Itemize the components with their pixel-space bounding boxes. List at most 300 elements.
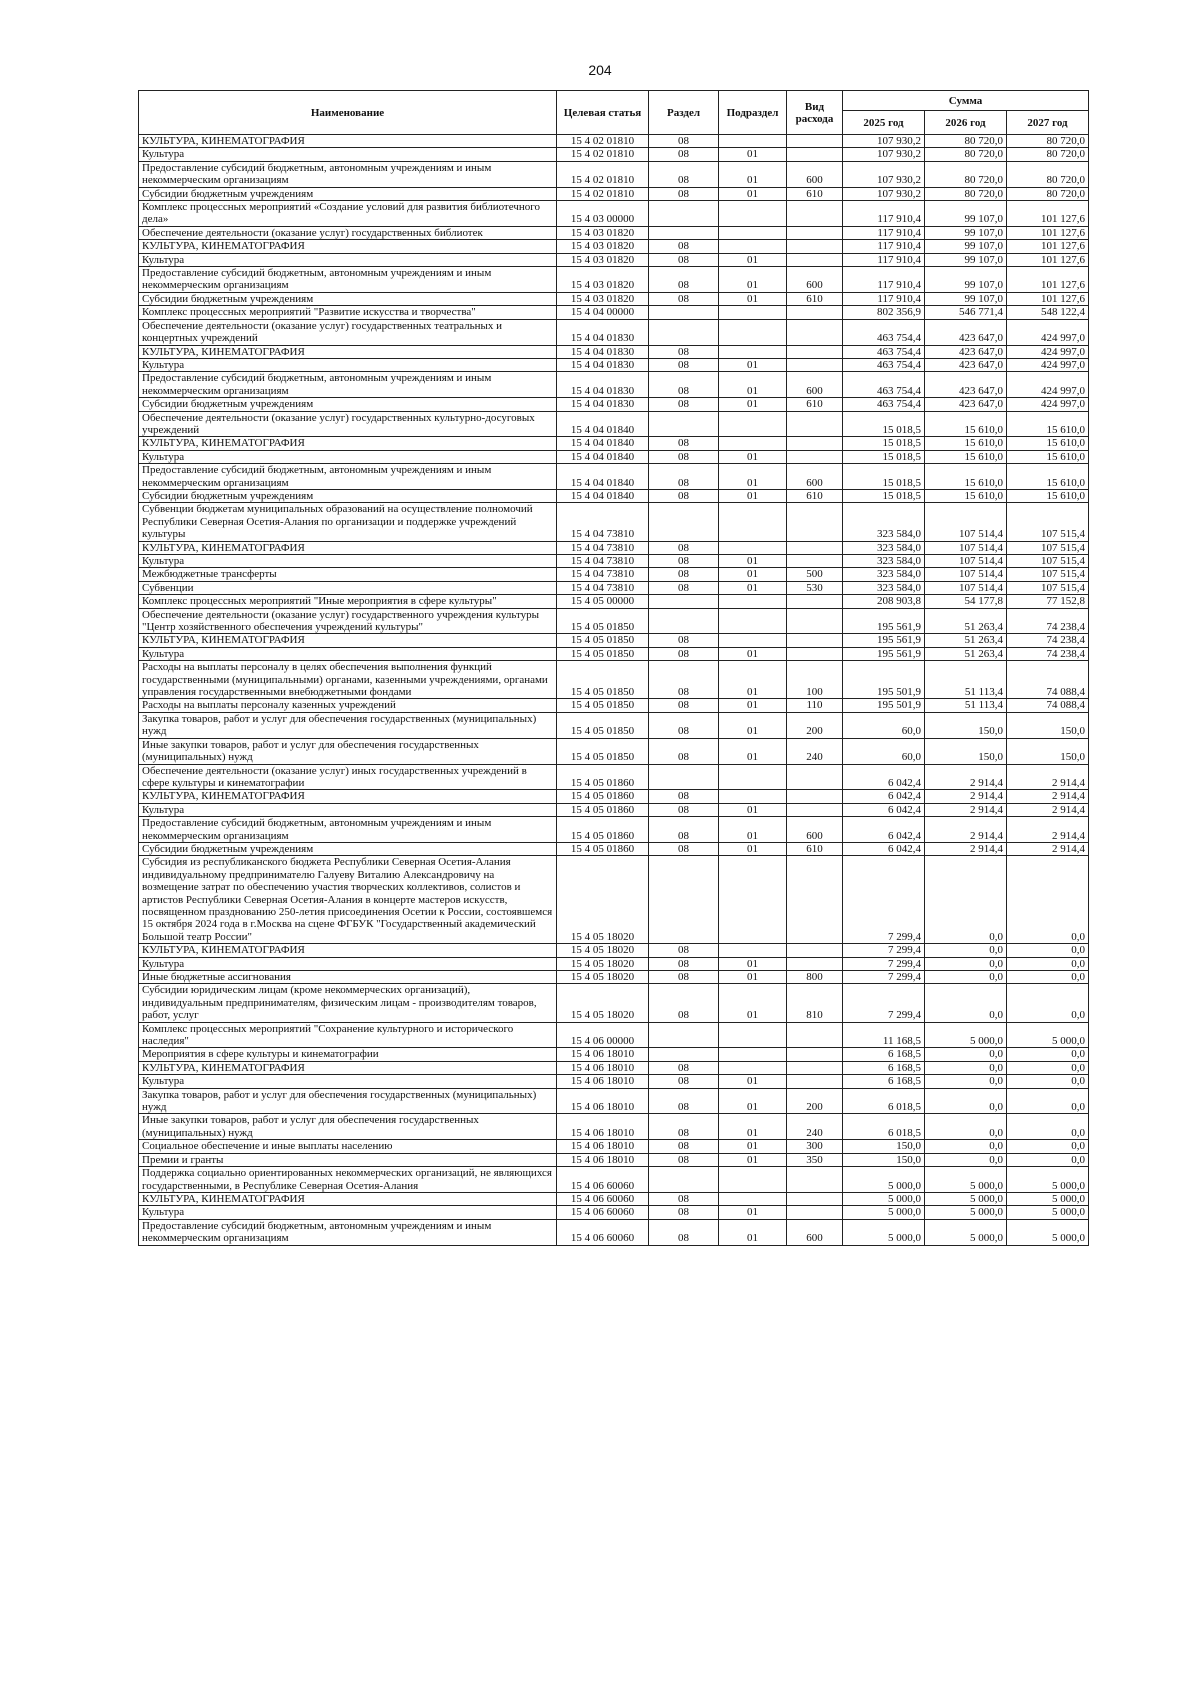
- row-subsection: [719, 437, 787, 450]
- row-section: 08: [649, 1219, 719, 1245]
- row-sum-2027: 424 997,0: [1007, 345, 1089, 358]
- row-sum-2025: 463 754,4: [843, 358, 925, 371]
- row-sum-2027: 0,0: [1007, 1048, 1089, 1061]
- row-expense-type: [787, 1075, 843, 1088]
- table-row: [139, 398, 1089, 411]
- row-subsection: 01: [719, 957, 787, 970]
- row-sum-2026: 0,0: [925, 1153, 1007, 1166]
- row-name: Обеспечение деятельности (оказание услуг) иных государственных учреждений в сфере культуры и кинематографии: [139, 764, 557, 790]
- row-expense-type: 610: [787, 842, 843, 855]
- table-row: [139, 372, 1089, 398]
- row-subsection: 01: [719, 581, 787, 594]
- row-expense-type: [787, 790, 843, 803]
- row-section: 08: [649, 1061, 719, 1074]
- row-name: Расходы на выплаты персоналу в целях обеспечения выполнения функций государственными (муниципальными) органами, казенными учреждениями, органами управления государственными внебюджетными фондами: [139, 661, 557, 699]
- row-sum-2025: 7 299,4: [843, 971, 925, 984]
- row-name: КУЛЬТУРА, КИНЕМАТОГРАФИЯ: [139, 240, 557, 253]
- row-sum-2027: 5 000,0: [1007, 1167, 1089, 1193]
- row-name: КУЛЬТУРА, КИНЕМАТОГРАФИЯ: [139, 790, 557, 803]
- row-section: [649, 1022, 719, 1048]
- row-sum-2025: 150,0: [843, 1153, 925, 1166]
- row-subsection: 01: [719, 161, 787, 187]
- row-name: Субсидии бюджетным учреждениям: [139, 292, 557, 305]
- row-name: Культура: [139, 358, 557, 371]
- row-sum-2025: 11 168,5: [843, 1022, 925, 1048]
- row-sum-2026: 15 610,0: [925, 411, 1007, 437]
- row-sum-2026: 15 610,0: [925, 464, 1007, 490]
- row-target-article: 15 4 02 01810: [557, 187, 649, 200]
- row-sum-2026: 51 263,4: [925, 608, 1007, 634]
- row-expense-type: [787, 135, 843, 148]
- row-subsection: 01: [719, 358, 787, 371]
- row-sum-2027: 15 610,0: [1007, 450, 1089, 463]
- row-subsection: 01: [719, 647, 787, 660]
- table-row: [139, 148, 1089, 161]
- table-row: [139, 699, 1089, 712]
- row-target-article: 15 4 05 01860: [557, 790, 649, 803]
- row-section: 08: [649, 358, 719, 371]
- row-section: [649, 503, 719, 541]
- row-sum-2027: 80 720,0: [1007, 148, 1089, 161]
- row-subsection: [719, 856, 787, 944]
- row-sum-2027: 80 720,0: [1007, 161, 1089, 187]
- row-name: Субсидии бюджетным учреждениям: [139, 489, 557, 502]
- row-name: Субсидии бюджетным учреждениям: [139, 842, 557, 855]
- row-section: [649, 856, 719, 944]
- row-subsection: 01: [719, 267, 787, 293]
- row-sum-2026: 150,0: [925, 738, 1007, 764]
- row-sum-2026: 99 107,0: [925, 267, 1007, 293]
- header-year-2025: 2025 год: [843, 111, 925, 135]
- table-row: [139, 1048, 1089, 1061]
- row-name: Культура: [139, 148, 557, 161]
- row-sum-2027: 5 000,0: [1007, 1192, 1089, 1205]
- row-sum-2027: 0,0: [1007, 1153, 1089, 1166]
- row-subsection: 01: [719, 712, 787, 738]
- row-subsection: 01: [719, 842, 787, 855]
- row-name: КУЛЬТУРА, КИНЕМАТОГРАФИЯ: [139, 1192, 557, 1205]
- row-target-article: 15 4 05 01850: [557, 608, 649, 634]
- row-sum-2025: 195 561,9: [843, 647, 925, 660]
- row-sum-2025: 6 042,4: [843, 764, 925, 790]
- row-subsection: 01: [719, 464, 787, 490]
- row-sum-2027: 424 997,0: [1007, 358, 1089, 371]
- table-row: [139, 437, 1089, 450]
- row-sum-2026: 0,0: [925, 957, 1007, 970]
- row-name: Иные бюджетные ассигнования: [139, 971, 557, 984]
- row-expense-type: [787, 358, 843, 371]
- row-sum-2026: 546 771,4: [925, 306, 1007, 319]
- row-subsection: 01: [719, 568, 787, 581]
- row-sum-2025: 15 018,5: [843, 489, 925, 502]
- row-target-article: 15 4 05 01860: [557, 764, 649, 790]
- row-subsection: 01: [719, 253, 787, 266]
- row-section: [649, 306, 719, 319]
- table-row: [139, 319, 1089, 345]
- row-sum-2027: 101 127,6: [1007, 201, 1089, 227]
- row-sum-2027: 107 515,4: [1007, 555, 1089, 568]
- row-target-article: 15 4 04 01830: [557, 358, 649, 371]
- row-sum-2026: 107 514,4: [925, 541, 1007, 554]
- row-sum-2027: 424 997,0: [1007, 319, 1089, 345]
- row-sum-2026: 99 107,0: [925, 292, 1007, 305]
- row-sum-2027: 150,0: [1007, 738, 1089, 764]
- row-subsection: [719, 1061, 787, 1074]
- row-target-article: 15 4 06 60060: [557, 1192, 649, 1205]
- row-subsection: 01: [719, 372, 787, 398]
- row-expense-type: [787, 226, 843, 239]
- row-section: 08: [649, 1075, 719, 1088]
- row-target-article: 15 4 04 01830: [557, 372, 649, 398]
- row-sum-2027: 101 127,6: [1007, 226, 1089, 239]
- table-row: [139, 345, 1089, 358]
- row-sum-2025: 7 299,4: [843, 944, 925, 957]
- row-subsection: 01: [719, 187, 787, 200]
- row-expense-type: 240: [787, 1114, 843, 1140]
- row-expense-type: 350: [787, 1153, 843, 1166]
- row-section: [649, 201, 719, 227]
- row-subsection: [719, 306, 787, 319]
- row-sum-2025: 60,0: [843, 712, 925, 738]
- row-sum-2026: 80 720,0: [925, 135, 1007, 148]
- row-sum-2025: 6 168,5: [843, 1061, 925, 1074]
- row-sum-2027: 15 610,0: [1007, 411, 1089, 437]
- row-sum-2027: 101 127,6: [1007, 292, 1089, 305]
- row-name: Предоставление субсидий бюджетным, автономным учреждениям и иным некоммерческим организациям: [139, 464, 557, 490]
- row-section: 08: [649, 1114, 719, 1140]
- row-section: 08: [649, 161, 719, 187]
- row-name: Закупка товаров, работ и услуг для обеспечения государственных (муниципальных) нужд: [139, 712, 557, 738]
- row-target-article: 15 4 06 18010: [557, 1088, 649, 1114]
- row-section: 08: [649, 267, 719, 293]
- row-sum-2025: 117 910,4: [843, 267, 925, 293]
- row-sum-2025: 7 299,4: [843, 856, 925, 944]
- row-target-article: 15 4 02 01810: [557, 161, 649, 187]
- row-name: КУЛЬТУРА, КИНЕМАТОГРАФИЯ: [139, 135, 557, 148]
- row-target-article: 15 4 04 01830: [557, 319, 649, 345]
- row-sum-2025: 5 000,0: [843, 1192, 925, 1205]
- row-expense-type: 200: [787, 1088, 843, 1114]
- row-section: 08: [649, 984, 719, 1022]
- row-target-article: 15 4 05 01850: [557, 738, 649, 764]
- row-sum-2025: 802 356,9: [843, 306, 925, 319]
- header-sum: Сумма: [843, 91, 1089, 111]
- row-section: 08: [649, 817, 719, 843]
- row-sum-2026: 0,0: [925, 1088, 1007, 1114]
- row-section: 08: [649, 398, 719, 411]
- row-target-article: 15 4 05 01850: [557, 634, 649, 647]
- row-target-article: 15 4 04 73810: [557, 568, 649, 581]
- row-section: 08: [649, 1140, 719, 1153]
- table-row: [139, 790, 1089, 803]
- table-row: [139, 1140, 1089, 1153]
- row-name: Обеспечение деятельности (оказание услуг) государственного учреждения культуры "Центр хозяйственного обеспечения учреждений культуры": [139, 608, 557, 634]
- row-target-article: 15 4 05 18020: [557, 971, 649, 984]
- row-subsection: [719, 764, 787, 790]
- row-section: [649, 226, 719, 239]
- table-row: [139, 503, 1089, 541]
- row-section: 08: [649, 842, 719, 855]
- header-name: Наименование: [139, 91, 557, 135]
- row-sum-2025: 107 930,2: [843, 148, 925, 161]
- row-section: 08: [649, 253, 719, 266]
- row-name: Культура: [139, 555, 557, 568]
- row-sum-2026: 0,0: [925, 971, 1007, 984]
- row-expense-type: 610: [787, 187, 843, 200]
- row-section: 08: [649, 803, 719, 816]
- row-sum-2027: 74 238,4: [1007, 634, 1089, 647]
- row-name: Межбюджетные трансферты: [139, 568, 557, 581]
- row-name: Культура: [139, 1206, 557, 1219]
- row-subsection: 01: [719, 1206, 787, 1219]
- row-target-article: 15 4 05 18020: [557, 944, 649, 957]
- row-section: [649, 411, 719, 437]
- row-name: КУЛЬТУРА, КИНЕМАТОГРАФИЯ: [139, 944, 557, 957]
- table-row: [139, 411, 1089, 437]
- row-expense-type: [787, 148, 843, 161]
- row-expense-type: [787, 1061, 843, 1074]
- row-sum-2026: 423 647,0: [925, 319, 1007, 345]
- header-target-article: Целевая статья: [557, 91, 649, 135]
- row-sum-2026: 423 647,0: [925, 398, 1007, 411]
- row-sum-2025: 195 501,9: [843, 661, 925, 699]
- row-sum-2026: 5 000,0: [925, 1206, 1007, 1219]
- row-target-article: 15 4 05 01860: [557, 817, 649, 843]
- table-row: [139, 944, 1089, 957]
- row-expense-type: [787, 1206, 843, 1219]
- row-target-article: 15 4 06 18010: [557, 1114, 649, 1140]
- row-expense-type: [787, 1192, 843, 1205]
- row-sum-2025: 6 042,4: [843, 817, 925, 843]
- table-row: [139, 1088, 1089, 1114]
- row-name: Предоставление субсидий бюджетным, автономным учреждениям и иным некоммерческим организациям: [139, 1219, 557, 1245]
- row-name: Комплекс процессных мероприятий "Иные мероприятия в сфере культуры": [139, 595, 557, 608]
- row-expense-type: 240: [787, 738, 843, 764]
- row-sum-2025: 5 000,0: [843, 1219, 925, 1245]
- row-target-article: 15 4 06 18010: [557, 1075, 649, 1088]
- row-sum-2026: 15 610,0: [925, 450, 1007, 463]
- row-name: Культура: [139, 957, 557, 970]
- row-sum-2027: 2 914,4: [1007, 764, 1089, 790]
- row-sum-2025: 323 584,0: [843, 541, 925, 554]
- row-expense-type: 610: [787, 292, 843, 305]
- row-section: [649, 608, 719, 634]
- row-sum-2025: 7 299,4: [843, 957, 925, 970]
- row-sum-2025: 6 168,5: [843, 1075, 925, 1088]
- row-section: 08: [649, 790, 719, 803]
- row-target-article: 15 4 06 18010: [557, 1140, 649, 1153]
- row-section: 08: [649, 345, 719, 358]
- row-sum-2026: 99 107,0: [925, 201, 1007, 227]
- row-sum-2026: 0,0: [925, 1114, 1007, 1140]
- row-expense-type: [787, 541, 843, 554]
- row-subsection: [719, 319, 787, 345]
- row-sum-2025: 5 000,0: [843, 1167, 925, 1193]
- table-row: [139, 634, 1089, 647]
- table-row: [139, 738, 1089, 764]
- page-number: 204: [588, 62, 612, 78]
- row-expense-type: 300: [787, 1140, 843, 1153]
- table-row: [139, 240, 1089, 253]
- row-section: 08: [649, 1088, 719, 1114]
- row-sum-2027: 0,0: [1007, 1061, 1089, 1074]
- row-subsection: [719, 226, 787, 239]
- row-expense-type: 200: [787, 712, 843, 738]
- row-name: Иные закупки товаров, работ и услуг для обеспечения государственных (муниципальных) нужд: [139, 738, 557, 764]
- row-expense-type: 600: [787, 372, 843, 398]
- row-target-article: 15 4 04 01830: [557, 345, 649, 358]
- row-sum-2025: 5 000,0: [843, 1206, 925, 1219]
- row-target-article: 15 4 04 01840: [557, 464, 649, 490]
- row-expense-type: [787, 345, 843, 358]
- table-row: [139, 595, 1089, 608]
- row-sum-2025: 463 754,4: [843, 398, 925, 411]
- row-sum-2026: 0,0: [925, 1140, 1007, 1153]
- row-name: Обеспечение деятельности (оказание услуг) государственных театральных и концертных учреждений: [139, 319, 557, 345]
- row-sum-2025: 6 042,4: [843, 790, 925, 803]
- row-sum-2025: 6 018,5: [843, 1088, 925, 1114]
- row-name: КУЛЬТУРА, КИНЕМАТОГРАФИЯ: [139, 541, 557, 554]
- row-sum-2027: 0,0: [1007, 1114, 1089, 1140]
- row-subsection: 01: [719, 489, 787, 502]
- row-subsection: 01: [719, 398, 787, 411]
- row-sum-2027: 5 000,0: [1007, 1206, 1089, 1219]
- row-section: 08: [649, 1192, 719, 1205]
- row-section: 08: [649, 148, 719, 161]
- row-sum-2026: 2 914,4: [925, 842, 1007, 855]
- row-subsection: 01: [719, 450, 787, 463]
- header-expense-type: Вид расхода: [787, 91, 843, 135]
- row-sum-2025: 323 584,0: [843, 568, 925, 581]
- row-sum-2027: 0,0: [1007, 1088, 1089, 1114]
- row-sum-2027: 0,0: [1007, 944, 1089, 957]
- row-expense-type: [787, 856, 843, 944]
- row-sum-2027: 0,0: [1007, 957, 1089, 970]
- row-target-article: 15 4 02 01810: [557, 135, 649, 148]
- row-expense-type: [787, 503, 843, 541]
- row-sum-2027: 424 997,0: [1007, 372, 1089, 398]
- table-row: [139, 253, 1089, 266]
- row-sum-2026: 99 107,0: [925, 253, 1007, 266]
- row-name: Расходы на выплаты персоналу казенных учреждений: [139, 699, 557, 712]
- row-sum-2027: 101 127,6: [1007, 240, 1089, 253]
- table-row: [139, 1153, 1089, 1166]
- row-target-article: 15 4 06 18010: [557, 1061, 649, 1074]
- row-sum-2025: 117 910,4: [843, 201, 925, 227]
- row-subsection: [719, 595, 787, 608]
- row-sum-2027: 0,0: [1007, 1075, 1089, 1088]
- row-subsection: [719, 1048, 787, 1061]
- row-subsection: 01: [719, 148, 787, 161]
- row-name: Субвенции бюджетам муниципальных образований на осуществление полномочий Республики Северная Осетия-Алания по организации и поддержке учреждений культуры: [139, 503, 557, 541]
- row-name: Поддержка социально ориентированных некоммерческих организаций, не являющихся государственными, в Республике Северная Осетия-Алания: [139, 1167, 557, 1193]
- row-subsection: [719, 608, 787, 634]
- table-row: [139, 201, 1089, 227]
- row-subsection: 01: [719, 1075, 787, 1088]
- row-section: 08: [649, 661, 719, 699]
- row-target-article: 15 4 05 01860: [557, 842, 649, 855]
- row-name: Культура: [139, 1075, 557, 1088]
- row-subsection: [719, 634, 787, 647]
- row-subsection: [719, 240, 787, 253]
- row-subsection: 01: [719, 1088, 787, 1114]
- row-sum-2025: 463 754,4: [843, 345, 925, 358]
- row-name: Иные закупки товаров, работ и услуг для обеспечения государственных (муниципальных) нужд: [139, 1114, 557, 1140]
- row-sum-2026: 0,0: [925, 1061, 1007, 1074]
- table-row: [139, 161, 1089, 187]
- row-name: Культура: [139, 647, 557, 660]
- row-section: [649, 1167, 719, 1193]
- row-sum-2025: 117 910,4: [843, 253, 925, 266]
- row-sum-2025: 6 042,4: [843, 842, 925, 855]
- row-sum-2027: 2 914,4: [1007, 790, 1089, 803]
- row-target-article: 15 4 05 00000: [557, 595, 649, 608]
- row-sum-2025: 323 584,0: [843, 555, 925, 568]
- row-sum-2026: 54 177,8: [925, 595, 1007, 608]
- row-sum-2027: 150,0: [1007, 712, 1089, 738]
- row-expense-type: 600: [787, 464, 843, 490]
- row-subsection: [719, 1022, 787, 1048]
- row-sum-2027: 107 515,4: [1007, 568, 1089, 581]
- row-target-article: 15 4 03 00000: [557, 201, 649, 227]
- table-row: [139, 292, 1089, 305]
- row-expense-type: [787, 957, 843, 970]
- row-sum-2027: 0,0: [1007, 1140, 1089, 1153]
- row-name: Комплекс процессных мероприятий "Развитие искусства и творчества": [139, 306, 557, 319]
- row-name: КУЛЬТУРА, КИНЕМАТОГРАФИЯ: [139, 437, 557, 450]
- row-section: [649, 319, 719, 345]
- row-sum-2026: 107 514,4: [925, 568, 1007, 581]
- row-sum-2027: 15 610,0: [1007, 437, 1089, 450]
- row-sum-2027: 107 515,4: [1007, 503, 1089, 541]
- row-target-article: 15 4 06 18010: [557, 1048, 649, 1061]
- row-sum-2026: 99 107,0: [925, 226, 1007, 239]
- row-section: 08: [649, 647, 719, 660]
- row-section: 08: [649, 957, 719, 970]
- row-subsection: [719, 944, 787, 957]
- row-sum-2025: 195 561,9: [843, 634, 925, 647]
- row-sum-2025: 463 754,4: [843, 372, 925, 398]
- table-row: [139, 957, 1089, 970]
- table-row: [139, 1219, 1089, 1245]
- table-row: [139, 1206, 1089, 1219]
- row-target-article: 15 4 04 73810: [557, 555, 649, 568]
- table-row: [139, 1061, 1089, 1074]
- row-sum-2026: 80 720,0: [925, 148, 1007, 161]
- table-row: [139, 267, 1089, 293]
- row-name: Обеспечение деятельности (оказание услуг) государственных культурно-досуговых учреждений: [139, 411, 557, 437]
- row-sum-2025: 208 903,8: [843, 595, 925, 608]
- row-section: 08: [649, 135, 719, 148]
- table-row: [139, 856, 1089, 944]
- row-target-article: 15 4 04 01840: [557, 489, 649, 502]
- row-expense-type: 500: [787, 568, 843, 581]
- table-row: [139, 712, 1089, 738]
- row-name: Мероприятия в сфере культуры и кинематографии: [139, 1048, 557, 1061]
- row-sum-2025: 195 561,9: [843, 608, 925, 634]
- row-subsection: [719, 1192, 787, 1205]
- row-sum-2027: 5 000,0: [1007, 1022, 1089, 1048]
- header-year-2026: 2026 год: [925, 111, 1007, 135]
- row-section: 08: [649, 944, 719, 957]
- row-sum-2026: 2 914,4: [925, 764, 1007, 790]
- row-sum-2026: 51 113,4: [925, 661, 1007, 699]
- row-expense-type: 610: [787, 398, 843, 411]
- row-sum-2025: 107 930,2: [843, 187, 925, 200]
- row-target-article: 15 4 04 01840: [557, 437, 649, 450]
- row-sum-2026: 150,0: [925, 712, 1007, 738]
- table-row: [139, 187, 1089, 200]
